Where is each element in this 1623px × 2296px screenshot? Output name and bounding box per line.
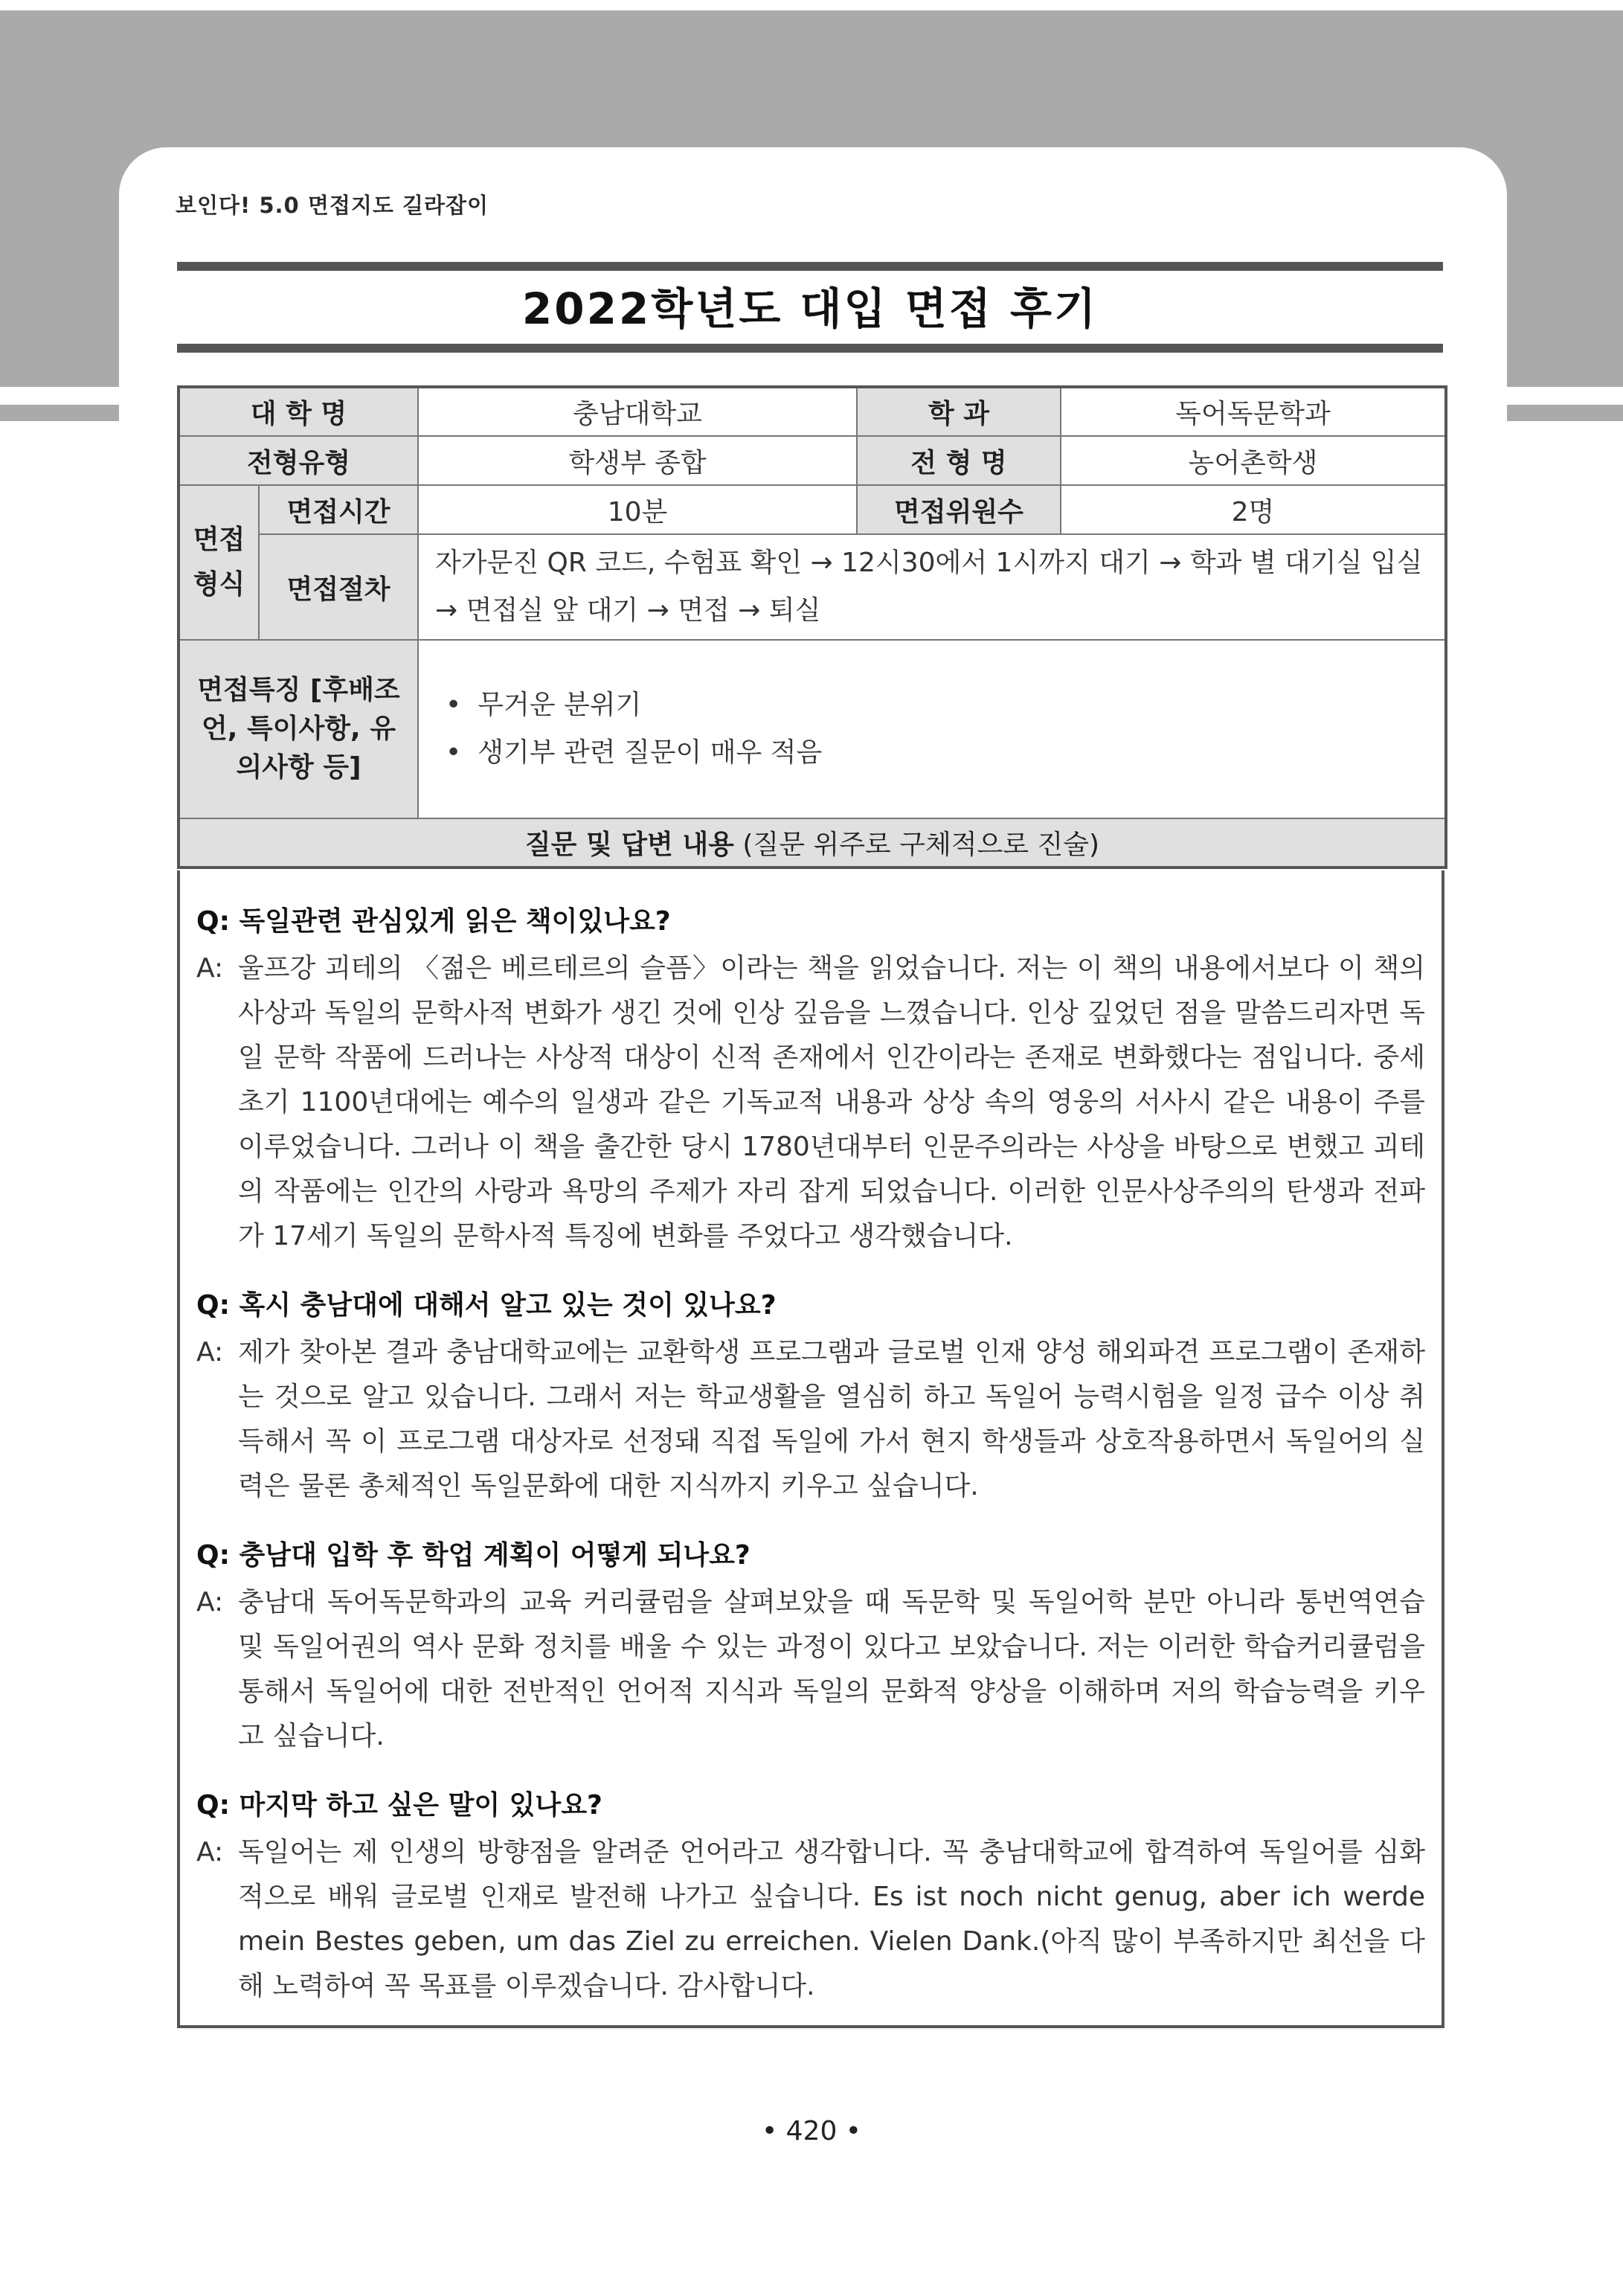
admission-type-label: 전형유형 <box>179 436 418 485</box>
answer-text <box>196 1830 1425 2009</box>
top-white-edge <box>0 0 1623 10</box>
answer-text <box>196 1580 1425 1759</box>
qa-item <box>196 1531 1425 1759</box>
list-item: • 생기부 관련 질문이 매우 적음 <box>446 729 1434 777</box>
admission-name-label: 전 형 명 <box>857 436 1061 485</box>
features-list <box>429 682 1434 777</box>
format-group-label: 면접 형식 <box>179 485 259 640</box>
department-label: 학 과 <box>857 387 1061 436</box>
running-header: 보인다! 5.0 면접지도 길라잡이 <box>176 193 489 218</box>
page-title: 2022학년도 대입 면접 후기 <box>521 283 1099 334</box>
table-row <box>179 485 1446 534</box>
qa-heading-note: (질문 위주로 구체적으로 진술) <box>742 830 1100 860</box>
table-row <box>179 640 1446 818</box>
left-gray-bar <box>0 405 119 421</box>
university-value: 충남대학교 <box>418 387 857 436</box>
admission-name-value: 농어촌학생 <box>1061 436 1446 485</box>
title-rule-bottom <box>177 344 1443 353</box>
interviewers-label: 면접위원수 <box>857 485 1061 534</box>
qa-content <box>177 870 1444 2028</box>
question-text: Q: 혹시 충남대에 대해서 알고 있는 것이 있나요? <box>196 1290 777 1321</box>
features-label: 면접특징 [후배조언, 특이사항, 유의사항 등] <box>179 640 418 818</box>
department-value: 독어독문학과 <box>1061 387 1446 436</box>
answer-prefix: A: <box>196 953 224 984</box>
procedure-label: 면접절차 <box>259 534 418 640</box>
answer-text <box>196 946 1425 1259</box>
answer-body: 울프강 괴테의 〈젊은 베르테르의 슬픔〉이라는 책을 읽었습니다. 저는 이 책의 내용에서보다 이 책의 사상과 독일의 문학사적 변화가 생긴 것에 인상 깊음을 느꼈습니다. 인상 깊었던 점을 말씀드리자면 독일 문학 작품에 드러나는 사상적 대상이 신적 존재에서 인간이라는 존재로 변화했다는 점입니다. 중세 초기 1100년대에는 예수의 일생과 같은 기독교적 내용과 상상 속의 영웅의 서사시 같은 내용이 주를 이루었습니다. 그러나 이 책을 출간한 당시 1780년대부터 인문주의라는 사상을 바탕으로 변했고 괴테의 작품에는 인간의 사랑과 욕망의 주제가 자리 잡게 되었습니다. 이러한 인문사상주의의 탄생과 전파가 17세기 독일의 문학사적 특징에 변화를 주었다고 생각했습니다. <box>238 953 1425 1251</box>
table-row <box>179 387 1446 436</box>
page-number: • 420 • <box>761 2116 862 2146</box>
qa-heading-title: 질문 및 답변 내용 <box>524 830 734 860</box>
interviewers-value: 2명 <box>1061 485 1446 534</box>
list-item: • 무거운 분위기 <box>446 682 1434 729</box>
answer-body: 충남대 독어독문학과의 교육 커리큘럼을 살펴보았을 때 독문학 및 독일어학 분만 아니라 통번역연습 및 독일어권의 역사 문화 정치를 배울 수 있는 과정이 있다고 보았습니다. 저는 이러한 학습커리큘럼을 통해서 독일어에 대한 전반적인 언어적 지식과 독일의 문화적 양상을 이해하며 저의 학습능력을 키우고 싶습니다. <box>238 1587 1425 1751</box>
features-cell <box>418 640 1446 818</box>
answer-body: 제가 찾아본 결과 충남대학교에는 교환학생 프로그램과 글로벌 인재 양성 해외파견 프로그램이 존재하는 것으로 알고 있습니다. 그래서 저는 학교생활을 열심히 하고 독일어 능력시험을 일정 급수 이상 취득해서 꼭 이 프로그램 대상자로 선정돼 직접 독일에 가서 현지 학생들과 상호작용하면서 독일어의 실력은 물론 총체적인 독일문화에 대한 지식까지 키우고 싶습니다. <box>238 1337 1425 1501</box>
answer-body: 독일어는 제 인생의 방향점을 알려준 언어라고 생각합니다. 꼭 충남대학교에 합격하여 독일어를 심화적으로 배워 글로벌 인재로 발전해 나가고 싶습니다. Es ist noch nicht genug, aber ich werde mein Bestes geben, um das Ziel zu erreichen. Vielen Dank.(아직 많이 부족하지만 최선을 다해 노력하여 꼭 목표를 이루겠습니다. 감사합니다. <box>238 1837 1425 2001</box>
time-value: 10분 <box>418 485 857 534</box>
interview-info-table <box>177 385 1447 869</box>
question-text: Q: 충남대 입학 후 학업 계획이 어떻게 되나요? <box>196 1540 751 1571</box>
answer-prefix: A: <box>196 1587 224 1617</box>
table-row <box>179 534 1446 640</box>
question-text: Q: 독일관련 관심있게 읽은 책이있나요? <box>196 906 671 937</box>
admission-type-value: 학생부 종합 <box>418 436 857 485</box>
answer-prefix: A: <box>196 1337 224 1367</box>
procedure-value: 자가문진 QR 코드, 수험표 확인 → 12시30에서 1시까지 대기 → 학과 별 대기실 입실 → 면접실 앞 대기 → 면접 → 퇴실 <box>418 534 1446 640</box>
qa-item <box>196 897 1425 1259</box>
table-row <box>179 436 1446 485</box>
qa-item <box>196 1781 1425 2009</box>
answer-prefix: A: <box>196 1837 224 1867</box>
answer-text <box>196 1330 1425 1509</box>
qa-item <box>196 1281 1425 1509</box>
right-gray-bar <box>1507 405 1623 421</box>
question-text: Q: 마지막 하고 싶은 말이 있나요? <box>196 1790 602 1821</box>
qa-heading <box>179 818 1446 868</box>
time-label: 면접시간 <box>259 485 418 534</box>
title-rule-top <box>177 262 1443 271</box>
table-row <box>179 818 1446 868</box>
university-label: 대 학 명 <box>179 387 418 436</box>
